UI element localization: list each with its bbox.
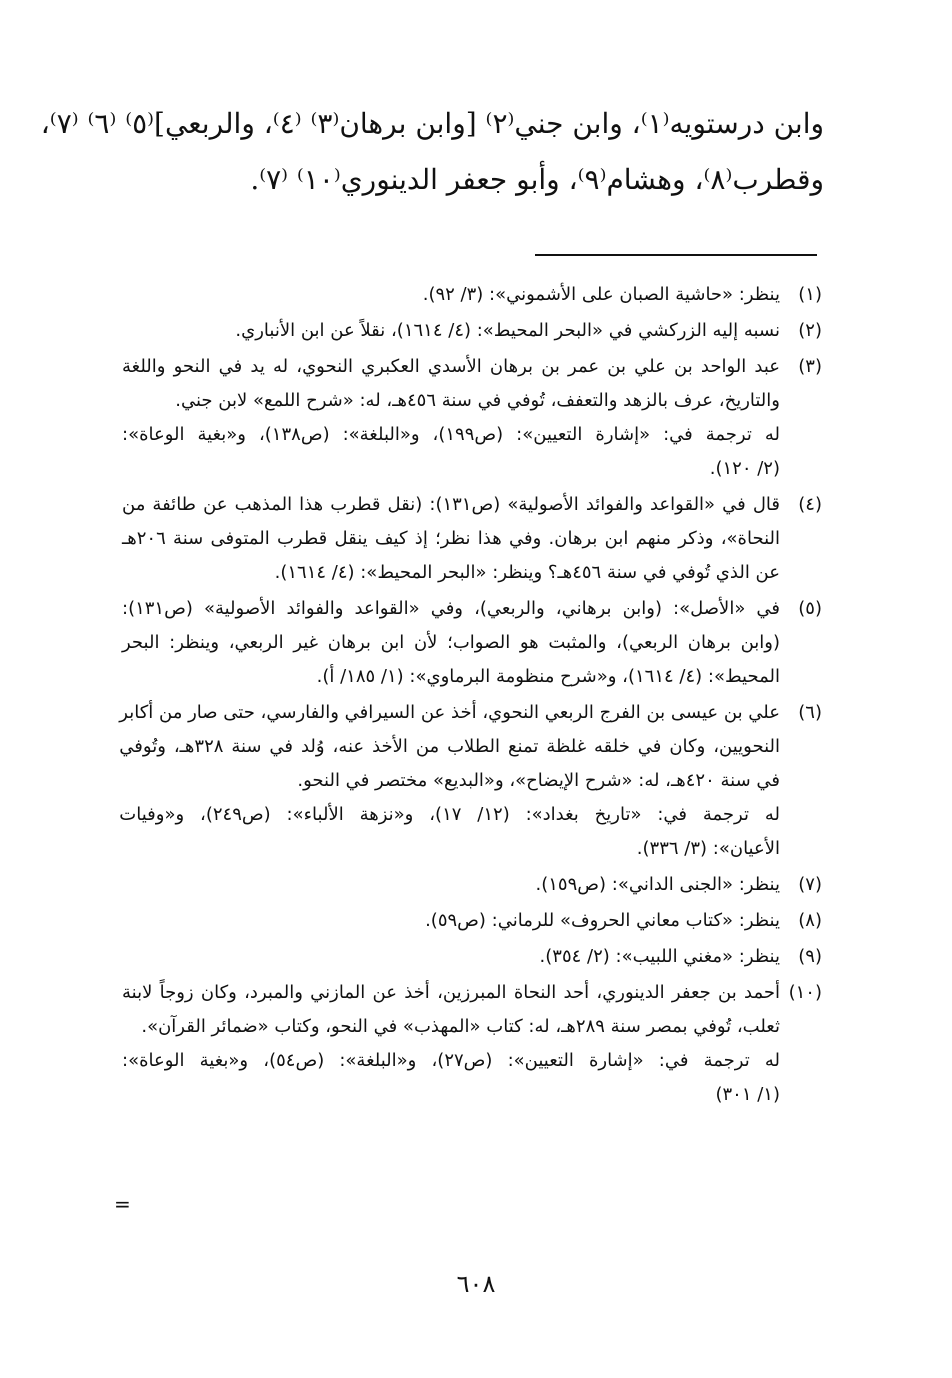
footnote-line: له ترجمة في: «إشارة التعيين»: (ص١٩٩)، و«البلغة»: (ص١٣٨)، و«بغية الوعاة»: — [122, 424, 780, 445]
footnote-line: والتاريخ، عرف بالزهد والتعفف، تُوفي في سنة ٤٥٦هـ، له: «شرح اللمع» لابن جني. — [175, 390, 780, 411]
footnote-number: (٤) — [798, 494, 822, 515]
footnote-line: ينظر: «كتاب معاني الحروف» للرماني: (ص٥٩). — [425, 910, 780, 931]
footnote-line: ينظر: «الجنى الداني»: (ص١٥٩). — [535, 874, 780, 895]
footnote-number: (٦) — [798, 702, 822, 723]
footnote-line: ينظر: «مغني اللبيب»: (٢/ ٣٥٤). — [539, 946, 780, 967]
footnote-number: (١) — [798, 284, 822, 305]
footnote-separator — [535, 254, 817, 256]
footnote-2 — [122, 314, 822, 348]
footnote-3 — [122, 350, 822, 486]
footnote-6 — [119, 696, 822, 866]
footnote-line: (وابن برهان الربعي)، والمثبت هو الصواب؛ لأن ابن برهان غير الربعي، وينظر: البحر — [122, 632, 780, 653]
footnote-line: أحمد بن جعفر الدينوري، أحد النحاة المبرزين، أخذ عن المازني والمبرد، وكان زوجاً لابنة — [122, 982, 780, 1003]
footnote-number: (١٠) — [788, 982, 822, 1003]
footnote-line: نسبه إليه الزركشي في «البحر المحيط»: (٤/ ١٦١٤)، نقلاً عن ابن الأنباري. — [235, 320, 780, 341]
footnote-line: (١/ ٣٠١) — [715, 1084, 780, 1105]
footnote-line: ينظر: «حاشية الصبان على الأشموني»: (٣/ ٩٢). — [422, 284, 780, 305]
footnote-line: النحويين، وكان في خلقه غلظة تمنع الطلاب من الأخذ عنه، وُلد في سنة ٣٢٨هـ، وتُوفي — [119, 736, 780, 757]
main-text-line-1: وابن درستويه⁽١⁾، وابن جني⁽٢⁾ [وابن برهان⁽٣⁾ ⁽٤⁾، والربعي]⁽٥⁾ ⁽٦⁾ ⁽٧⁾، — [40, 107, 824, 140]
footnote-line: عبد الواحد بن علي بن عمر بن برهان الأسدي العكبري النحوي، له يد في النحو واللغة — [122, 356, 780, 377]
main-text-line-2: وقطرب⁽٨⁾، وهشام⁽٩⁾، وأبو جعفر الدينوري⁽١٠⁾ ⁽٧⁾. — [250, 163, 824, 196]
footnote-line: الأعيان»: (٣/ ٣٣٦). — [636, 838, 780, 859]
footnote-line: له ترجمة في: «تاريخ بغداد»: (١٢/ ١٧)، و«نزهة الألباء»: (ص٢٤٩)، و«وفيات — [119, 804, 780, 825]
footnote-line: المحيط»: (٤/ ١٦١٤)، و«شرح منظومة البرماوي»: (١/ ١٨٥/ أ). — [316, 666, 780, 687]
main-text — [40, 96, 824, 208]
footnote-number: (٢) — [798, 320, 822, 341]
footnote-number: (٨) — [798, 910, 822, 931]
footnote-line: علي بن عيسى بن الفرج الربعي النحوي، أخذ عن السيرافي والفارسي، حتى صار من أكابر — [119, 702, 780, 723]
footnote-line: عن الذي تُوفي في سنة ٤٥٦هـ؟ وينظر: «البحر المحيط»: (٤/ ١٦١٤). — [274, 562, 780, 583]
footnote-line: في سنة ٤٢٠هـ، له: «شرح الإيضاح»، و«البديع» مختصر في النحو. — [297, 770, 780, 791]
footnote-8 — [122, 904, 822, 938]
footnote-4 — [122, 488, 822, 590]
footnote-line: (٢/ ١٢٠). — [709, 458, 780, 479]
page-number: ٦٠٨ — [456, 1270, 496, 1298]
footnote-10 — [122, 976, 822, 1112]
footnote-1 — [122, 278, 822, 312]
footnote-line: قال في «القواعد والفوائد الأصولية» (ص١٣١): (نقل قطرب هذا المذهب عن طائفة من — [122, 494, 780, 515]
footnote-number: (٩) — [798, 946, 822, 967]
continuation-mark: = — [114, 1192, 131, 1216]
footnote-5 — [122, 592, 822, 694]
footnote-number: (٣) — [798, 356, 822, 377]
footnotes — [119, 278, 822, 1112]
footnote-number: (٥) — [798, 598, 822, 619]
footnote-number: (٧) — [798, 874, 822, 895]
footnote-line: ثعلب، تُوفي بمصر سنة ٢٨٩هـ، له: كتاب «المهذب» في النحو، وكتاب «ضمائر القرآن». — [141, 1016, 780, 1037]
footnote-line: له ترجمة في: «إشارة التعيين»: (ص٢٧)، و«البلغة»: (ص٥٤)، و«بغية الوعاة»: — [122, 1050, 780, 1071]
footnote-7 — [122, 868, 822, 902]
footnote-9 — [122, 940, 822, 974]
footnote-line: في «الأصل»: (وابن برهاني، والربعي)، وفي «القواعد والفوائد الأصولية» (ص١٣١): — [122, 598, 780, 619]
footnote-line: النحاة»، وذكر منهم ابن برهان. وفي هذا نظر؛ إذ كيف ينقل قطرب المتوفى سنة ٢٠٦هـ — [122, 528, 780, 549]
